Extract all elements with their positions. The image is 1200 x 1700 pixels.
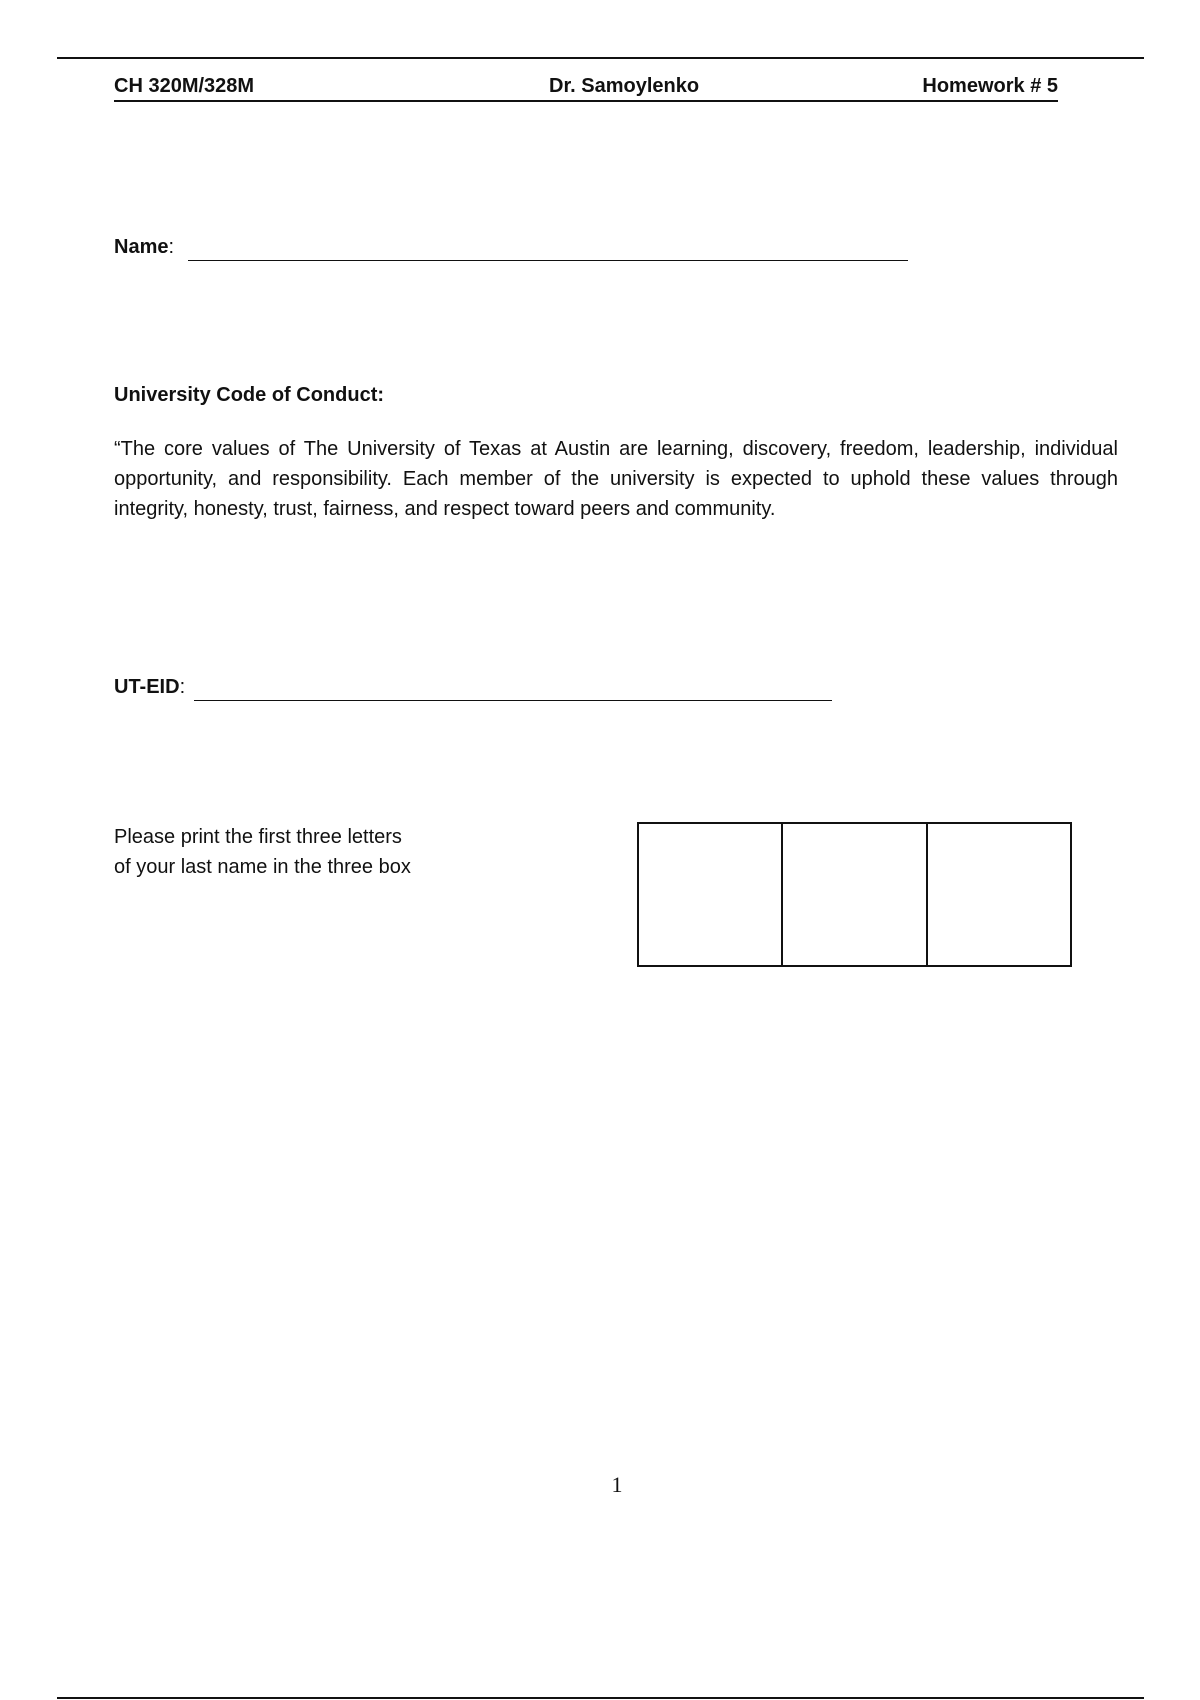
- letters-box-group: [637, 822, 1072, 967]
- page-number: 1: [611, 1472, 623, 1497]
- course-code: CH 320M/328M: [114, 75, 255, 97]
- top-rule: [57, 57, 1144, 59]
- name-label-colon: :: [168, 236, 175, 258]
- instructor-name: Dr. Samoylenko: [549, 75, 700, 97]
- letters-instruction: [114, 822, 494, 882]
- eid-field[interactable]: [194, 700, 832, 701]
- code-of-conduct-text: “The core values of The University of Texas at Austin are learning, discovery, freedom, leadership, individual opportunity, and responsibility. Each member of the university is expected to uphold these values through integrity, honesty, trust, fairness, and respect toward peers and community.: [114, 438, 1118, 520]
- eid-label: [114, 676, 185, 699]
- letter-box-2[interactable]: [783, 824, 927, 965]
- page-header: [114, 72, 1058, 102]
- letter-box-1[interactable]: [639, 824, 783, 965]
- letters-instruction-line2: of your last name in the three box: [114, 856, 411, 878]
- eid-label-text: UT-EID: [114, 676, 180, 698]
- assignment-title: Homework # 5: [922, 75, 1058, 97]
- name-label-text: Name: [114, 236, 169, 258]
- eid-label-colon: :: [179, 676, 186, 698]
- name-field[interactable]: [188, 260, 908, 261]
- name-label: [114, 236, 174, 259]
- bottom-rule: [57, 1697, 1144, 1699]
- letter-box-3[interactable]: [928, 824, 1070, 965]
- letters-instruction-line1: Please print the first three letters: [114, 826, 402, 848]
- code-of-conduct-title: University Code of Conduct:: [114, 384, 385, 406]
